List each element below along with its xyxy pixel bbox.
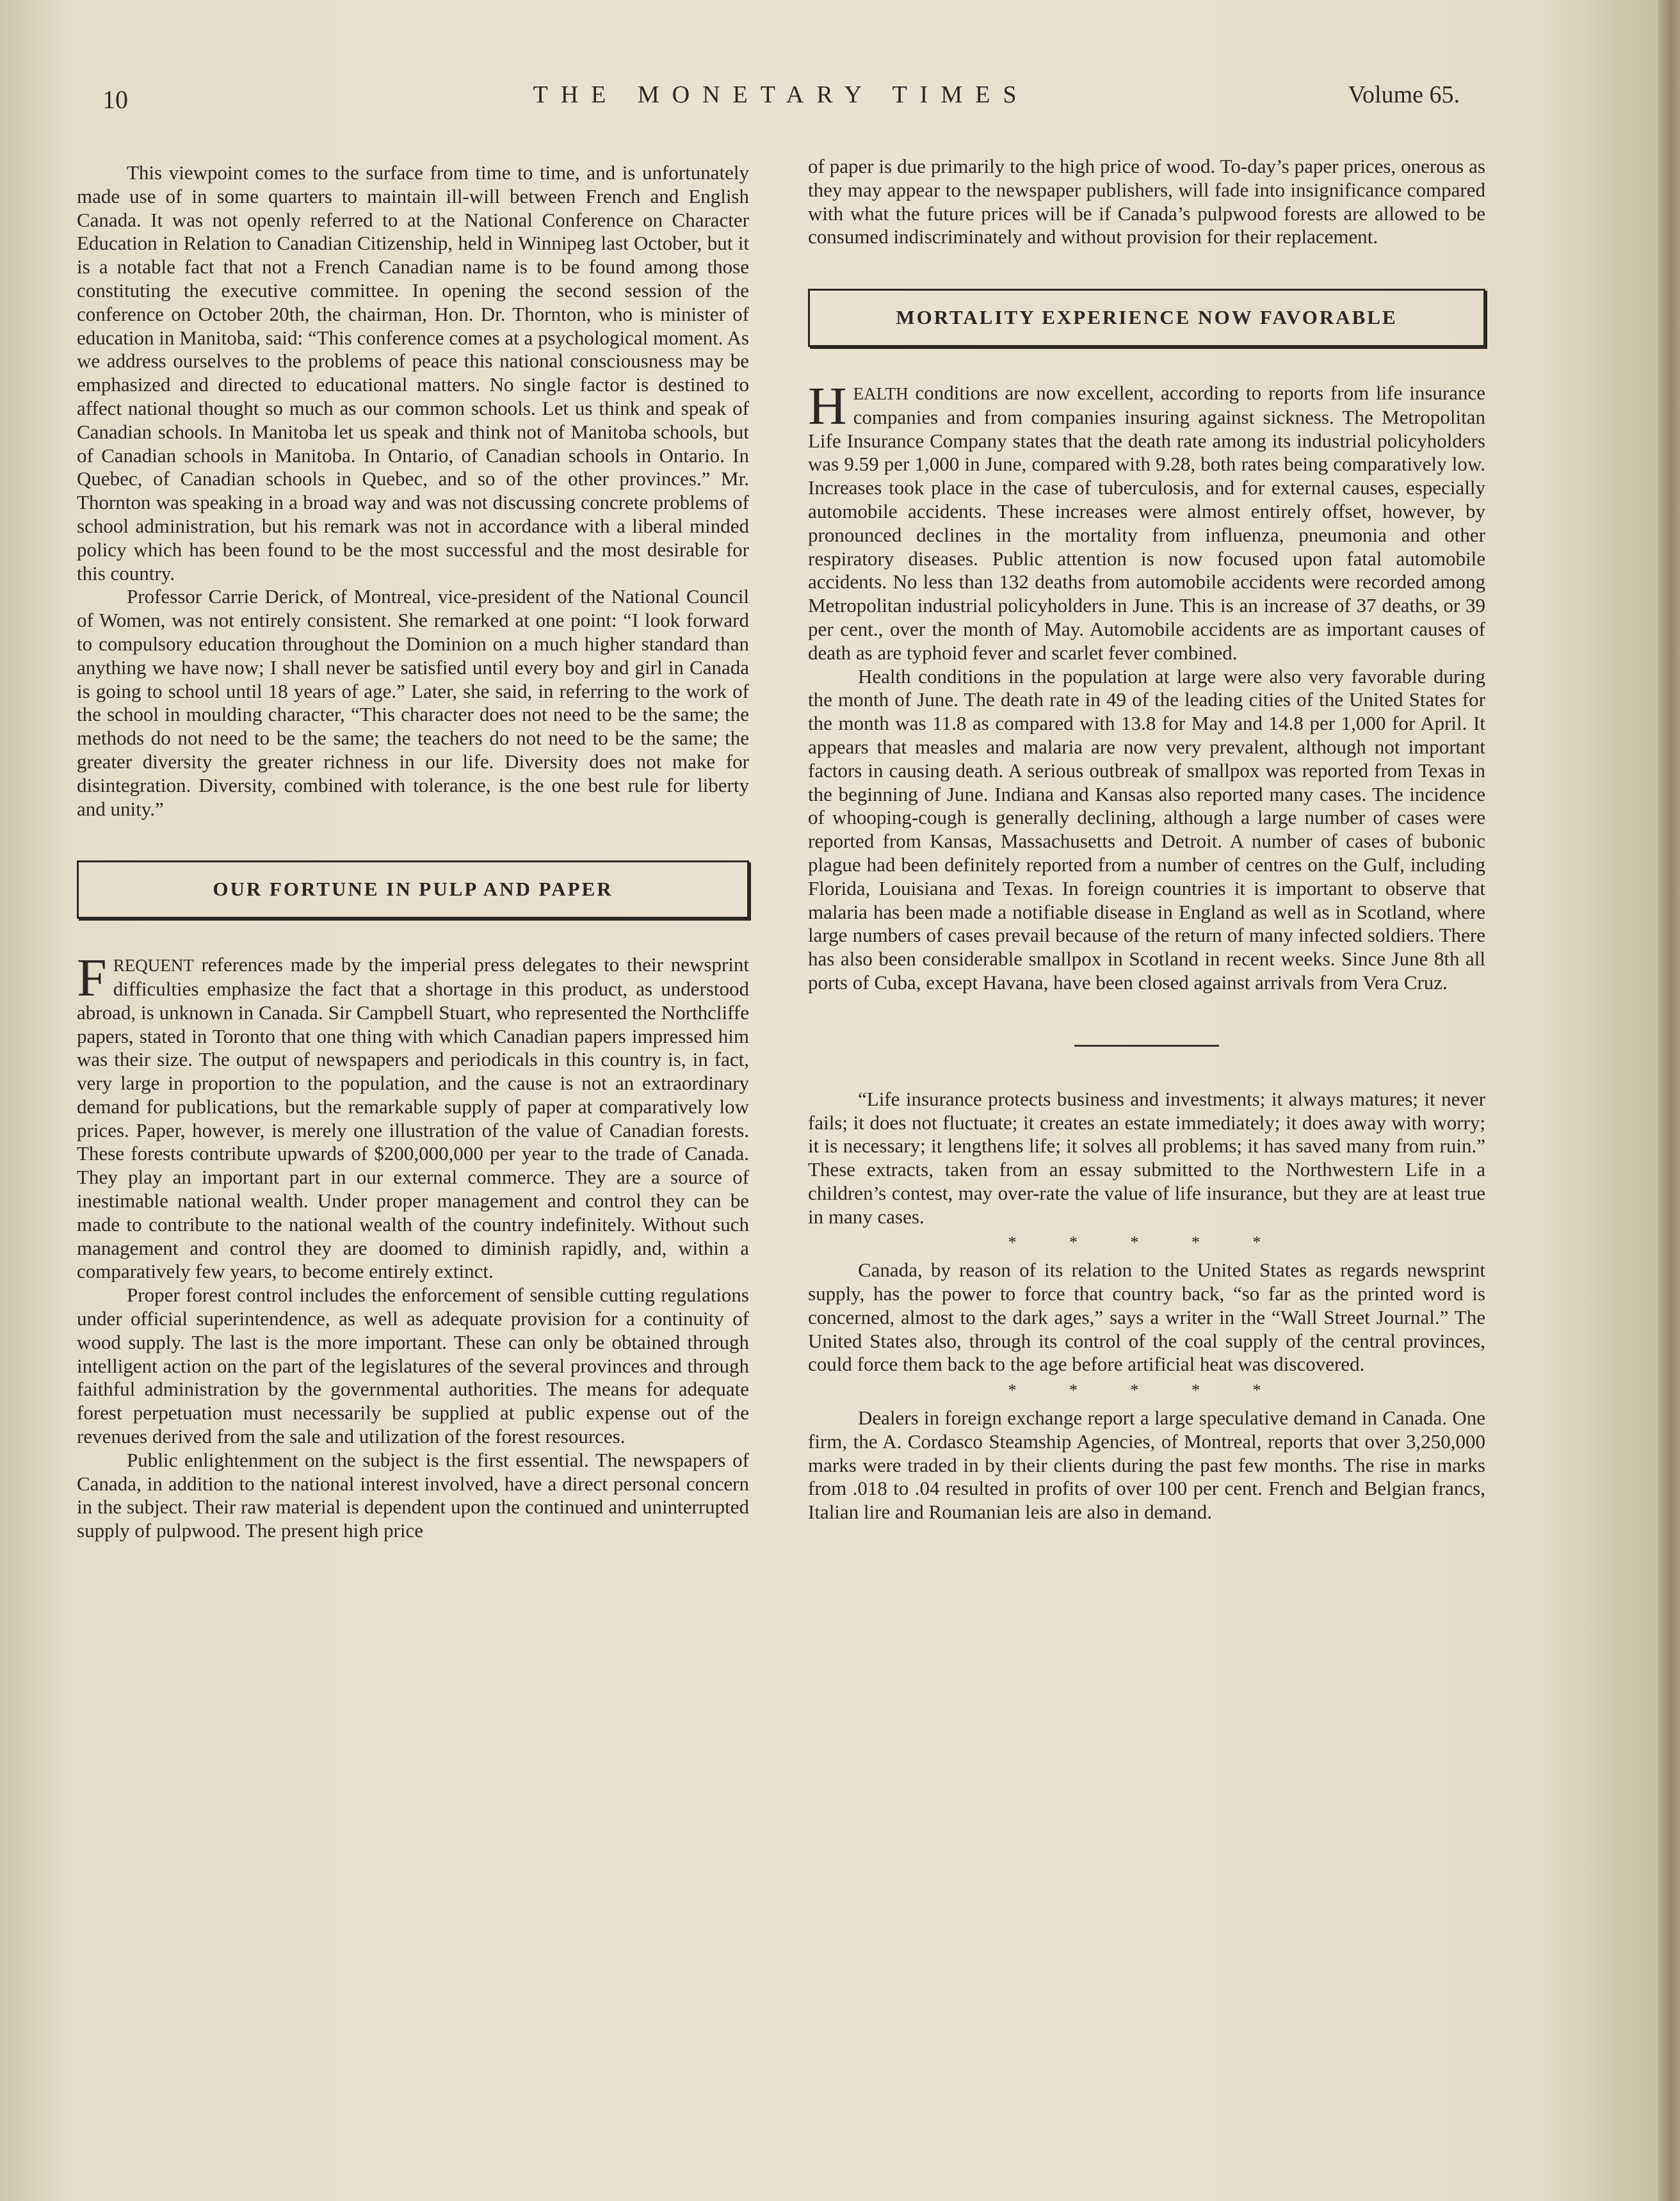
note-paragraph: Canada, by reason of its relation to the United States as regards newsprint supply, has the power to force that country back, “so far as the printed word is concerned, almost to the dark ages,” says a writer in the “Wall Street Journal.” The United States also, through its control of the coal supply of the central provinces, could force them back to the age before artificial heat was discovered. — [808, 1259, 1485, 1376]
article-lead-paragraph — [808, 376, 1485, 665]
page-edge — [1658, 0, 1680, 2201]
note-paragraph: “Life insurance protects business and investments; it always matures; it never fails; it does not fluctuate; it creates an estate immediately; it does away with worry; it is necessary; it lengthens life; it solves all problems; it has saved many from ruin.” These extracts, taken from an essay submitted to the Northwestern Life in a children’s contest, may over-rate the value of life insurance, but they are at least true in many cases. — [808, 1087, 1485, 1228]
editorial-paragraph: This viewpoint comes to the surface from time to time, and is unfortunately made use of in some quarters to maintain ill-will between French and English Canada. It was not openly referred to at the National Conference on Character Education in Relation to Canadian Citizenship, held in Winnipeg last October, but it is a notable fact that not a French Canadian name is to be found among those constituting the executive committee. In opening the second session of the conference on October 20th, the chairman, Hon. Dr. Thornton, who is minister of education in Manitoba, said: “This conference comes at a psychological moment. As we address ourselves to the problems of peace this national consciousness may be emphasized and directed to educational matters. No single factor is destined to affect national thought so much as our common schools. Let us think and speak of Canadian schools. In Manitoba let us speak and think not of Manitoba schools, but of Canadian schools in Manitoba. In Ontario, of Canadian schools in Ontario. In Quebec, of Canadian schools in Quebec, and so of the other provinces.” Mr. Thornton was speaking in a broad way and was not discussing concrete problems of school administration, but his remark was not in accordance with a liberal minded policy which has been found to be the most successful and the most desirable for this country. — [77, 161, 749, 585]
article-headline: MORTALITY EXPERIENCE NOW FAVORABLE — [808, 289, 1485, 347]
drop-cap: H — [808, 376, 847, 436]
right-column — [808, 155, 1485, 1524]
lead-word: EALTH — [853, 383, 909, 403]
article-paragraph: Public enlightenment on the subject is the first essential. The newspapers of Canada, in addition to the national interest involved, have a direct personal concern in the subject. Their raw material is dependent upon the continued and uninterrupted supply of pulpwood. The present high price — [77, 1448, 749, 1542]
article-paragraph: Proper forest control includes the enforcement of sensible cutting regulations under official superintendence, as well as adequate provision for a continuity of wood supply. The last is the more important. These can only be obtained through intelligent action on the part of the legislatures of the several provinces and through faithful administration by the governmental authorities. The means for adequate forest perpetuation must necessarily be supplied at public expense out of the revenues derived from the sale and utilization of the forest resources. — [77, 1284, 749, 1448]
masthead: THE MONETARY TIMES — [533, 81, 1030, 108]
article-paragraph: Health conditions in the population at large were also very favorable during the month of June. The death rate in 49 of the leading cities of the United States for the month was 11.8 as compared with 13.8 for May and 14.8 per 1,000 for April. It appears that measles and malaria are now very prevalent, although not important factors in causing death. A serious outbreak of smallpox was reported from Texas in the beginning of June. Indiana and Kansas also reported many cases. The incidence of whooping-cough is generally declining, although a large number of cases were reported from Kansas, Massachusetts and Detroit. A number of cases of bubonic plague had been definitely reported from a number of centres on the Gulf, including Florida, Louisiana and Texas. In foreign countries it is important to observe that malaria has been made a notifiable disease in England as well as in Scotland, where large numbers of cases prevail because of the return of many infected soldiers. There has also been considerable smallpox in Scotland in recent weeks. Since June 8th all ports of Cuba, except Havana, have been closed against arrivals from Vera Cruz. — [808, 665, 1485, 994]
article-headline: OUR FORTUNE IN PULP AND PAPER — [77, 860, 749, 919]
lead-text: conditions are now excellent, according to reports from life insurance companies and from companies insuring against sickness. The Metropolitan Life Insurance Company states that the death rate among its industrial policyholders was 9.59 per 1,000 in June, compared with 9.28, both rates being comparatively low. Increases took place in the case of tuberculosis, and for external causes, especially automobile accidents. These increases were almost entirely offset, however, by pronounced declines in the mortality from influenza, pneumonia and other respiratory diseases. Public attention is now focused upon fatal automobile accidents. No less than 132 deaths from automobile accidents were recorded among Metropolitan industrial policyholders in June. This is an increase of 37 deaths, or 39 per cent., over the month of May. Automobile accidents are as important causes of death as are typhoid fever and scarlet fever combined. — [808, 381, 1485, 664]
note-paragraph: Dealers in foreign exchange report a large speculative demand in Canada. One firm, the A. Cordasco Steamship Agencies, of Montreal, reports that over 3,250,000 marks were traded in by their clients during the past few months. The rise in marks from .018 to .04 resulted in profits of over 100 per cent. French and Belgian francs, Italian lire and Roumanian leis are also in demand. — [808, 1407, 1485, 1524]
lead-text: references made by the imperial press delegates to their newsprint difficulties emphasize the fact that a shortage in this product, as understood abroad, is unknown in Canada. Sir Campbell Stuart, who represented the Northcliffe papers, stated in Toronto that one thing with which Canadian papers impressed him was their size. The output of newspapers and periodicals in this country is, in fact, very large in proportion to the population, and the cause is not an extraordinary demand for publications, but the remarkable supply of paper at comparatively low prices. Paper, however, is merely one illustration of the value of Canadian forests. These forests contribute upwards of $200,000,000 per year to the trade of Canada. They play an important part in our external commerce. They are a source of inestimable national wealth. Under proper management and control they can be made to contribute to the national wealth of the country indefinitely. Without such management and control they are doomed to diminish rapidly, and, within a comparatively few years, to become entirely extinct. — [77, 953, 749, 1283]
continued-paragraph: of paper is due primarily to the high price of wood. To-day’s paper prices, onerous as they may appear to the newspaper publishers, will fade into insignificance compared with what the future prices will be if Canada’s pulpwood forests are allowed to be consumed indiscriminately and without provision for their replacement. — [808, 155, 1485, 248]
drop-cap: F — [77, 948, 107, 1008]
star-separator: * * * * * — [1008, 1233, 1286, 1252]
left-column — [77, 161, 749, 1543]
lead-word: REQUENT — [113, 956, 194, 976]
page-number: 10 — [102, 85, 128, 114]
editorial-paragraph: Professor Carrie Derick, of Montreal, vice-president of the National Council of Women, was not entirely consistent. She remarked at one point: “I look forward to compulsory education throughout the Dominion on a much higher standard than anything we have now; I shall never be satisfied until every boy and girl in Canada is going to school until 18 years of age.” Later, she said, in referring to the work of the school in moulding character, “This character does not need to be the same; the methods do not need to be the same; the teachers do not need to be the same; the greater diversity the greater richness in our life. Diversity does not make for disintegration. Diversity, combined with tolerance, is the one best rule for liberty and unity.” — [77, 585, 749, 820]
star-separator: * * * * * — [1008, 1381, 1286, 1400]
section-divider — [1074, 1045, 1219, 1047]
running-head — [102, 81, 1460, 117]
volume-label: Volume 65. — [1348, 81, 1460, 108]
article-lead-paragraph — [77, 948, 749, 1284]
